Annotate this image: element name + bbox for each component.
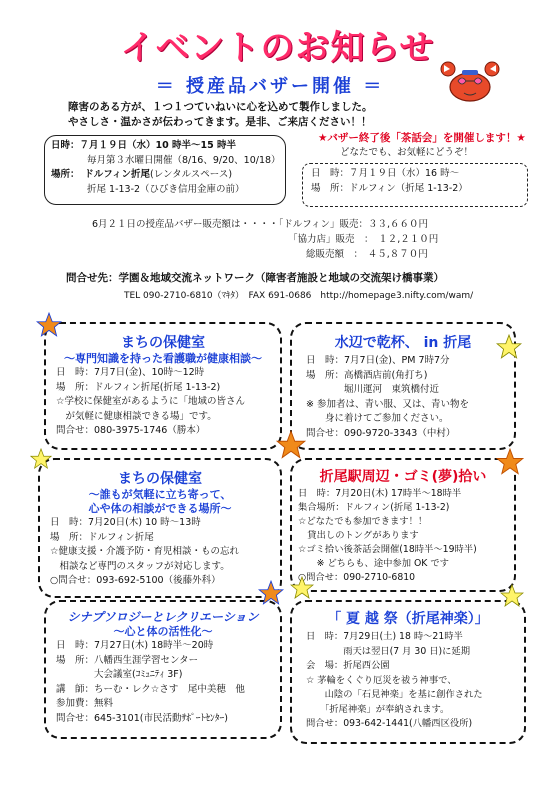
event-line: 山陰の「石見神楽」を基に創作された <box>306 689 483 700</box>
tea-info-box <box>302 163 528 207</box>
event-title: 水辺で乾杯、 in 折尾 <box>334 335 472 351</box>
event-card-health-room-1 <box>44 322 282 450</box>
event-line: ☆ 茅輪をくぐり厄災を祓う神事で、 <box>306 674 457 686</box>
event-line: 場 所：ドルフィン折尾 <box>50 531 154 543</box>
event-line: 問合せ：093-642-1441(八幡西区役所) <box>306 718 473 729</box>
event-line: 貸出しのトングがあります <box>298 530 419 541</box>
contact-line-2: TEL 090-2710-6810（ﾏｷﾀ） FAX 691-0686 http://homepage3.nifty.com/wam/ <box>124 291 474 301</box>
star-icon <box>258 580 284 606</box>
event-title: シナプソロジーとレクリエーション <box>67 610 259 624</box>
event-line: が気軽に健康相談できる場」です。 <box>56 410 217 422</box>
event-card-health-room-2 <box>38 458 282 598</box>
bazaar-monthly: 毎月第３水曜日開催（8/16、9/20、10/18） <box>87 154 281 166</box>
event-card-nagoshi-festival <box>290 600 526 744</box>
event-line: 問合せ：645-3101(市民活動ｻﾎﾟｰﾄｾﾝﾀｰ) <box>56 712 228 724</box>
star-icon <box>276 430 306 460</box>
event-line: 「折尾神楽」が奉納されます。 <box>306 703 450 715</box>
event-title: まちの保健室 <box>118 471 202 487</box>
event-line: 日 時：7月7日(金)、PM 7時7分 <box>306 355 450 366</box>
star-icon <box>496 334 522 360</box>
event-line: ※ どちらも、途中参加 OK です <box>298 558 449 569</box>
bazaar-info-box <box>44 135 286 205</box>
star-icon <box>500 584 524 608</box>
page-title: イベントのお知らせ <box>120 28 435 68</box>
event-line: 日 時：7月29日(土) 18 時～21時半 <box>306 631 463 642</box>
event-title: 「 夏 越 祭（折尾神楽）」 <box>327 611 489 627</box>
event-card-synapsology <box>44 600 282 739</box>
intro-line: 障害のある方が、１つ１つていねいに心を込めて製作しました。 <box>68 101 373 113</box>
star-icon <box>496 448 524 476</box>
event-title: 折尾駅周辺・ゴミ(夢)拾い <box>319 469 487 485</box>
event-line: 日 時：7月20日(木) 10 時～13時 <box>50 517 201 528</box>
event-line: 場 所：ドルフィン折尾(折尾 1-13-2) <box>56 381 221 393</box>
event-line: 場 所：八幡西生涯学習センター <box>56 654 199 666</box>
intro-line: やさしさ・温かさが伝わってきます。是非、ご来店ください！！ <box>68 116 372 128</box>
event-line: 堀川運河 東筑橋付近 <box>306 384 440 395</box>
event-line: 日 時：7月7日(金)、10時～12時 <box>56 367 205 378</box>
event-line: 日 時：7月27日(木) 18時半～20時 <box>56 640 214 651</box>
sales-kyoryokuten: 「協力店」販売 ： １２,２１０円 <box>288 234 439 245</box>
sales-total: 総販売額 ： ４５,８７０円 <box>306 249 428 260</box>
page-subtitle: ＝ 授産品バザー開催 ＝ <box>155 76 385 97</box>
tea-date: 日 時：７月１９日（水）16 時～ <box>311 168 460 179</box>
event-card-waterside-toast <box>290 322 516 450</box>
contact-line-1: 問合せ先：学園＆地域交流ネットワーク（障害者施設と地域の交流架け橋事業） <box>66 272 444 284</box>
event-line: 講 師：ちーむ・レク☆さす 尾中美穂 他 <box>56 683 245 695</box>
event-line: ※ 参加者は、青い服、又は、青い物を <box>306 398 469 410</box>
bazaar-place-note: (レンタルスペース) <box>150 169 233 180</box>
event-line: ○問合せ：090-2710-6810 <box>298 572 416 583</box>
event-line: ○問合せ：093-692-5100（後藤外科） <box>50 575 221 586</box>
event-line: 雨天は翌日(7 月 30 日)に延期 <box>306 645 471 657</box>
event-line: 参加費：無料 <box>56 698 114 709</box>
event-line: 問合せ：090-9720-3343（中村） <box>306 427 456 439</box>
event-card-garbage-pickup <box>290 458 516 592</box>
crab-illustration <box>440 55 500 105</box>
tea-heading: ★バザー終了後「茶話会」を開催します！★ <box>318 132 526 144</box>
tea-place: 場 所：ドルフィン（折尾 1-13-2） <box>311 182 468 194</box>
event-line: 身に着けてご参加ください。 <box>306 413 449 424</box>
event-line: 場 所：高橋酒店前(角打ち) <box>306 369 428 381</box>
star-icon <box>36 312 62 338</box>
event-line: ☆健康支援・介護予防・育児相談・もの忘れ <box>50 546 240 557</box>
event-subtitle: 心や体の相談ができる場所～ <box>88 502 232 515</box>
event-subtitle: ～専門知識を持った看護職が健康相談～ <box>64 352 262 365</box>
bazaar-place: 場所： ドルフィン折尾 <box>51 169 150 180</box>
event-line: 相談など専門のスタッフが対応します。 <box>50 560 230 572</box>
intro-text <box>68 100 373 130</box>
sales-intro: 6月２１日の授産品バザー販売額は・・・・「ドルフィン」販売：３３,６６０円 <box>92 219 429 230</box>
bazaar-date: 日時：７月１９日（水）10 時半～15 時半 <box>51 140 237 151</box>
event-line: 大会議室(ｺﾐｭﾆﾃｨ 3F) <box>56 669 183 680</box>
event-line: 問合せ：080-3975-1746（勝本） <box>56 425 206 436</box>
event-subtitle: ～心と体の活性化～ <box>113 625 213 638</box>
event-line: 集合場所：ドルフィン(折尾 1-13-2) <box>298 502 450 513</box>
event-line: ☆ゴミ拾い後茶話会開催(18時半～19時半) <box>298 544 477 555</box>
star-icon <box>30 448 52 470</box>
event-line: ☆どなたでも参加できます！！ <box>298 516 428 527</box>
event-line: 日 時：7月20日(木) 17時半～18時半 <box>298 488 462 499</box>
tea-invite: どなたでも、お気軽にどうぞ！ <box>340 147 474 158</box>
event-subtitle: ～誰もが気軽に立ち寄って、 <box>88 488 232 501</box>
event-line: 会 場：折尾西公園 <box>306 660 390 671</box>
event-line: ☆学校に保健室があるように「地域の皆さん <box>56 396 246 407</box>
star-icon <box>290 576 314 600</box>
bazaar-address: 折尾 1-13-2（ひびき信用金庫の前） <box>87 183 245 195</box>
event-title: まちの保健室 <box>121 335 205 351</box>
